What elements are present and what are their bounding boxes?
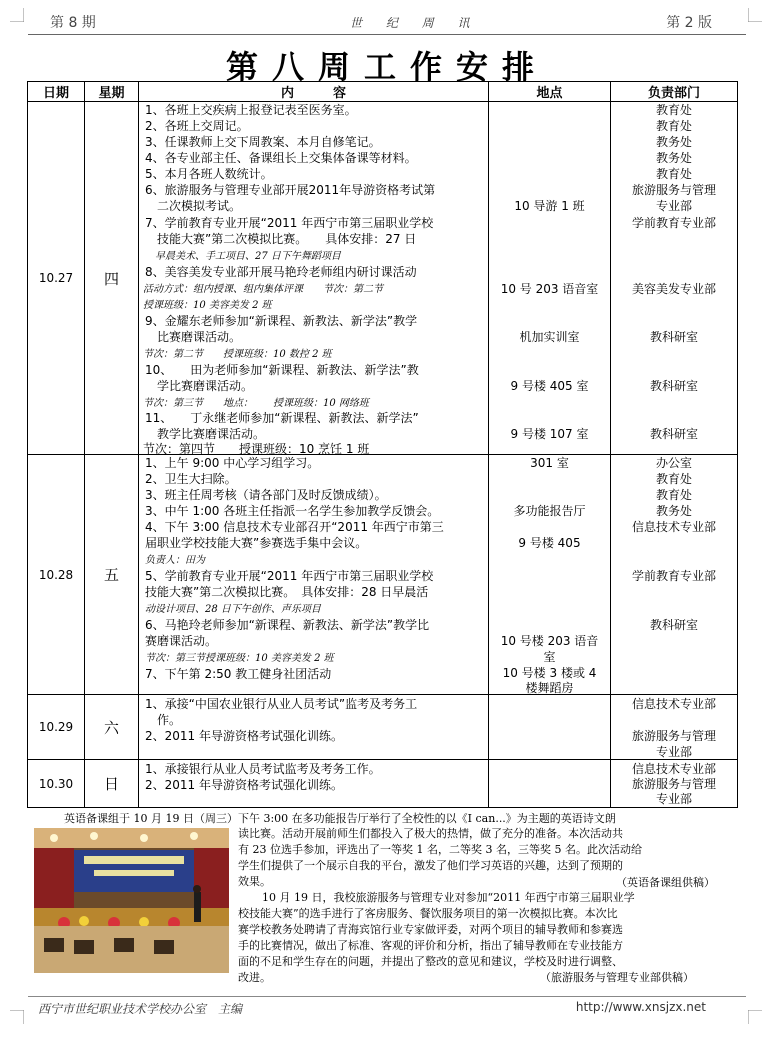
row-location: [489, 455, 611, 695]
table-row: [28, 102, 738, 455]
dept-line: 办公室: [655, 456, 692, 470]
col-location: 地点: [489, 82, 611, 102]
dept-line: 教育处: [655, 472, 692, 486]
content-line: 9、金耀东老师参加“新课程、新教法、新学法”教学: [145, 314, 418, 328]
table-row: [28, 760, 738, 808]
dept-line: 信息技术专业部: [631, 520, 716, 534]
location-line: 楼舞蹈房: [525, 681, 574, 695]
dept-line: 旅游服务与管理: [631, 777, 716, 791]
content-line: 1、各班上交疾病上报登记表至医务室。: [145, 103, 357, 117]
news-photo: [34, 828, 229, 973]
row-content: [139, 695, 489, 760]
content-line: 3、中午 1:00 各班主任指派一名学生参加教学反馈会。: [145, 504, 440, 518]
content-line: 届职业学校技能大赛”参赛选手集中会议。: [145, 536, 368, 550]
location-line: 10 号楼 3 楼或 4: [502, 666, 597, 680]
content-line: 节次：第二节 授课班级：10 数控 2 班: [143, 349, 332, 360]
page-footer: [28, 996, 746, 1019]
corner-mark: [748, 1010, 762, 1024]
page-title: 第八周工作安排: [225, 48, 548, 86]
col-date: 日期: [28, 82, 85, 102]
row-dept: [611, 455, 738, 695]
row-weekday: 六: [85, 695, 139, 760]
dept-line: 美容美发专业部: [631, 282, 716, 296]
table-row: [28, 695, 738, 760]
row-dept: [611, 102, 738, 455]
dept-line: 专业部: [655, 792, 692, 806]
dept-line: 教务处: [655, 504, 692, 518]
row-dept: [611, 695, 738, 760]
news-english-line: 英语备课组于 10 月 19 日（周三）下午 3:00 在多功能报告厅举行了全校性的以《I can...》为主题的英语诗文朗: [64, 812, 616, 825]
schedule-table: [27, 81, 738, 808]
content-line: 8、美容美发专业部开展马艳玲老师组内研讨课活动: [145, 265, 417, 279]
dept-line: 教科研室: [649, 379, 698, 393]
dept-line: 学前教育专业部: [631, 216, 716, 230]
row-content: [139, 102, 489, 455]
content-line: 4、下午 3:00 信息技术专业部召开“2011 年西宁市第三: [145, 520, 444, 534]
content-line: 1、上午 9:00 中心学习组学习。: [145, 456, 320, 470]
table-row: [28, 455, 738, 695]
content-line: 二次模拟考试。: [145, 199, 242, 213]
content-line: 节次：第三节授课班级：10 美容美发 2 班: [145, 653, 334, 664]
corner-mark: [10, 1010, 24, 1024]
news-tourism-line: 手的比赛情况，做出了标准、客观的评价和分析，指出了辅导教师在专业技能方: [238, 939, 623, 952]
news-english-line: 效果。: [238, 875, 271, 888]
newspaper-name: 世 纪 周 讯: [350, 16, 480, 30]
row-location: [489, 695, 611, 760]
content-line: 2、各班上交周记。: [145, 119, 249, 133]
dept-line: 信息技术专业部: [631, 697, 716, 711]
content-line: 动设计项目、28 日下午创作、声乐项目: [145, 604, 321, 615]
location-line: 9 号楼 405: [518, 536, 581, 550]
row-weekday: 五: [85, 455, 139, 695]
dept-line: 旅游服务与管理: [631, 183, 716, 197]
content-line: 早晨美术、手工项目、27 日下午舞蹈项目: [145, 251, 341, 262]
location-line: 9 号楼 405 室: [510, 379, 589, 393]
content-line: 赛磨课活动。: [145, 634, 218, 648]
content-line: 负责人：田为: [145, 555, 205, 566]
content-line: 6、旅游服务与管理专业部开展2011年导游资格考试第: [145, 183, 436, 197]
content-line: 10、 田为老师参加“新课程、新教法、新学法”教: [145, 363, 419, 377]
content-line: 6、马艳玲老师参加“新课程、新教法、新学法”教学比: [145, 618, 430, 632]
news-tourism-line: 面的不足和学生存在的问题，并提出了整改的意见和建议，学校及时进行调整、: [238, 955, 623, 968]
content-line: 5、学前教育专业开展“2011 年西宁市第三届职业学校: [145, 569, 434, 583]
content-line: 5、本月各班人数统计。: [145, 167, 273, 181]
location-line: 10 导游 1 班: [514, 199, 585, 213]
location-line: 多功能报告厅: [513, 504, 586, 518]
corner-mark: [748, 8, 762, 22]
page-header: [28, 10, 746, 35]
row-location: [489, 760, 611, 808]
row-location: [489, 102, 611, 455]
news-english-line: 有 23 位选手参加，评选出了一等奖 1 名，二等奖 3 名，三等奖 5 名。此次活动给: [238, 843, 642, 856]
footer-editor: 西宁市世纪职业技术学校办公室 主编: [38, 1002, 243, 1016]
content-line: 2、卫生大扫除。: [145, 472, 237, 486]
row-date: 10.28: [28, 455, 85, 695]
row-date: 10.30: [28, 760, 85, 808]
edition-number: 第 2 版: [666, 15, 712, 31]
dept-line: 学前教育专业部: [631, 569, 716, 583]
row-content: [139, 455, 489, 695]
dept-line: 信息技术专业部: [631, 762, 716, 776]
row-dept: [611, 760, 738, 808]
content-line: 技能大赛”第二次模拟比赛。 具体安排：27 日: [145, 232, 417, 246]
content-line: 1、承接“中国农业银行从业人员考试”监考及考务工: [145, 697, 418, 711]
news-english-line: 学生们提供了一个展示自我的平台，激发了他们学习英语的兴趣，达到了预期的: [238, 859, 623, 872]
content-line: 3、任课教师上交下周教案、本月自修笔记。: [145, 135, 381, 149]
row-date: 10.27: [28, 102, 85, 455]
row-weekday: 四: [85, 102, 139, 455]
content-line: 作。: [145, 713, 182, 727]
dept-line: 旅游服务与管理: [631, 729, 716, 743]
content-line: 7、学前教育专业开展“2011 年西宁市第三届职业学校: [145, 216, 434, 230]
content-line: 7、下午第 2:50 教工健身社团活动: [145, 667, 332, 681]
location-line: 10 号 203 语音室: [500, 282, 599, 296]
content-line: 2、2011 年导游资格考试强化训练。: [145, 778, 343, 792]
content-line: 比赛磨课活动。: [145, 330, 242, 344]
content-line: 节次：第三节 地点： 授课班级：10 网络班: [143, 398, 369, 409]
content-line: 授课班级：10 美容美发 2 班: [143, 300, 272, 311]
news-tourism-line: 10 月 19 日，我校旅游服务与管理专业对参加“2011 年西宁市第三届职业学: [262, 891, 635, 904]
dept-line: 教科研室: [649, 427, 698, 441]
corner-mark: [10, 8, 24, 22]
content-line: 技能大赛”第二次模拟比赛。 具体安排：28 日早晨活: [145, 585, 429, 599]
news-tourism-line: 改进。: [238, 971, 271, 984]
dept-line: 教务处: [655, 151, 692, 165]
location-line: 301 室: [530, 456, 569, 470]
location-line: 9 号楼 107 室: [510, 427, 589, 441]
dept-line: 教务处: [655, 135, 692, 149]
news-tourism-line: 赛学校教务处聘请了青海宾馆行业专家做评委，对两个项目的辅导教师和参赛选: [238, 923, 623, 936]
news-tourism-credit: （旅游服务与管理专业部供稿）: [540, 971, 694, 984]
issue-number: 第 8 期: [50, 15, 96, 31]
location-line: 室: [543, 650, 556, 664]
col-content: 内 容: [139, 82, 489, 102]
content-line: 2、2011 年导游资格考试强化训练。: [145, 729, 343, 743]
content-line: 节次：第四节 授课班级：10 烹饪 1 班: [143, 442, 370, 456]
dept-line: 专业部: [655, 745, 692, 759]
content-line: 学比赛磨课活动。: [145, 379, 254, 393]
dept-line: 专业部: [655, 199, 692, 213]
content-line: 11、 丁永继老师参加“新课程、新教法、新学法”: [145, 411, 419, 425]
dept-line: 教育处: [655, 103, 692, 117]
row-weekday: 日: [85, 760, 139, 808]
news-english-line: 读比赛。活动开展前师生们都投入了极大的热情，做了充分的准备。本次活动共: [238, 827, 623, 840]
content-line: 活动方式：组内授课、组内集体评课 节次：第二节: [143, 284, 383, 295]
dept-line: 教科研室: [649, 330, 698, 344]
auditorium-photo-image: [34, 828, 229, 973]
content-line: 3、班主任周考核（请各部门及时反馈成绩）。: [145, 488, 387, 502]
row-content: [139, 760, 489, 808]
table-header-row: [28, 82, 738, 102]
news-tourism-line: 校技能大赛”的选手进行了客房服务、餐饮服务项目的第一次模拟比赛。本次比: [238, 907, 618, 920]
content-line: 4、各专业部主任、备课组长上交集体备课等材料。: [145, 151, 417, 165]
content-line: 教学比赛磨课活动。: [145, 427, 266, 441]
col-dept: 负责部门: [611, 82, 738, 102]
news-english-credit: （英语备课组供稿）: [616, 876, 715, 889]
dept-line: 教育处: [655, 167, 692, 181]
dept-line: 教科研室: [649, 618, 698, 632]
col-weekday: 星期: [85, 82, 139, 102]
content-line: 1、承接银行从业人员考试监考及考务工作。: [145, 762, 381, 776]
dept-line: 教育处: [655, 119, 692, 133]
dept-line: 教育处: [655, 488, 692, 502]
row-date: 10.29: [28, 695, 85, 760]
footer-url-link[interactable]: http://www.xnsjzx.net: [575, 1000, 706, 1014]
location-line: 10 号楼 203 语音: [500, 634, 599, 648]
location-line: 机加实训室: [519, 330, 580, 344]
